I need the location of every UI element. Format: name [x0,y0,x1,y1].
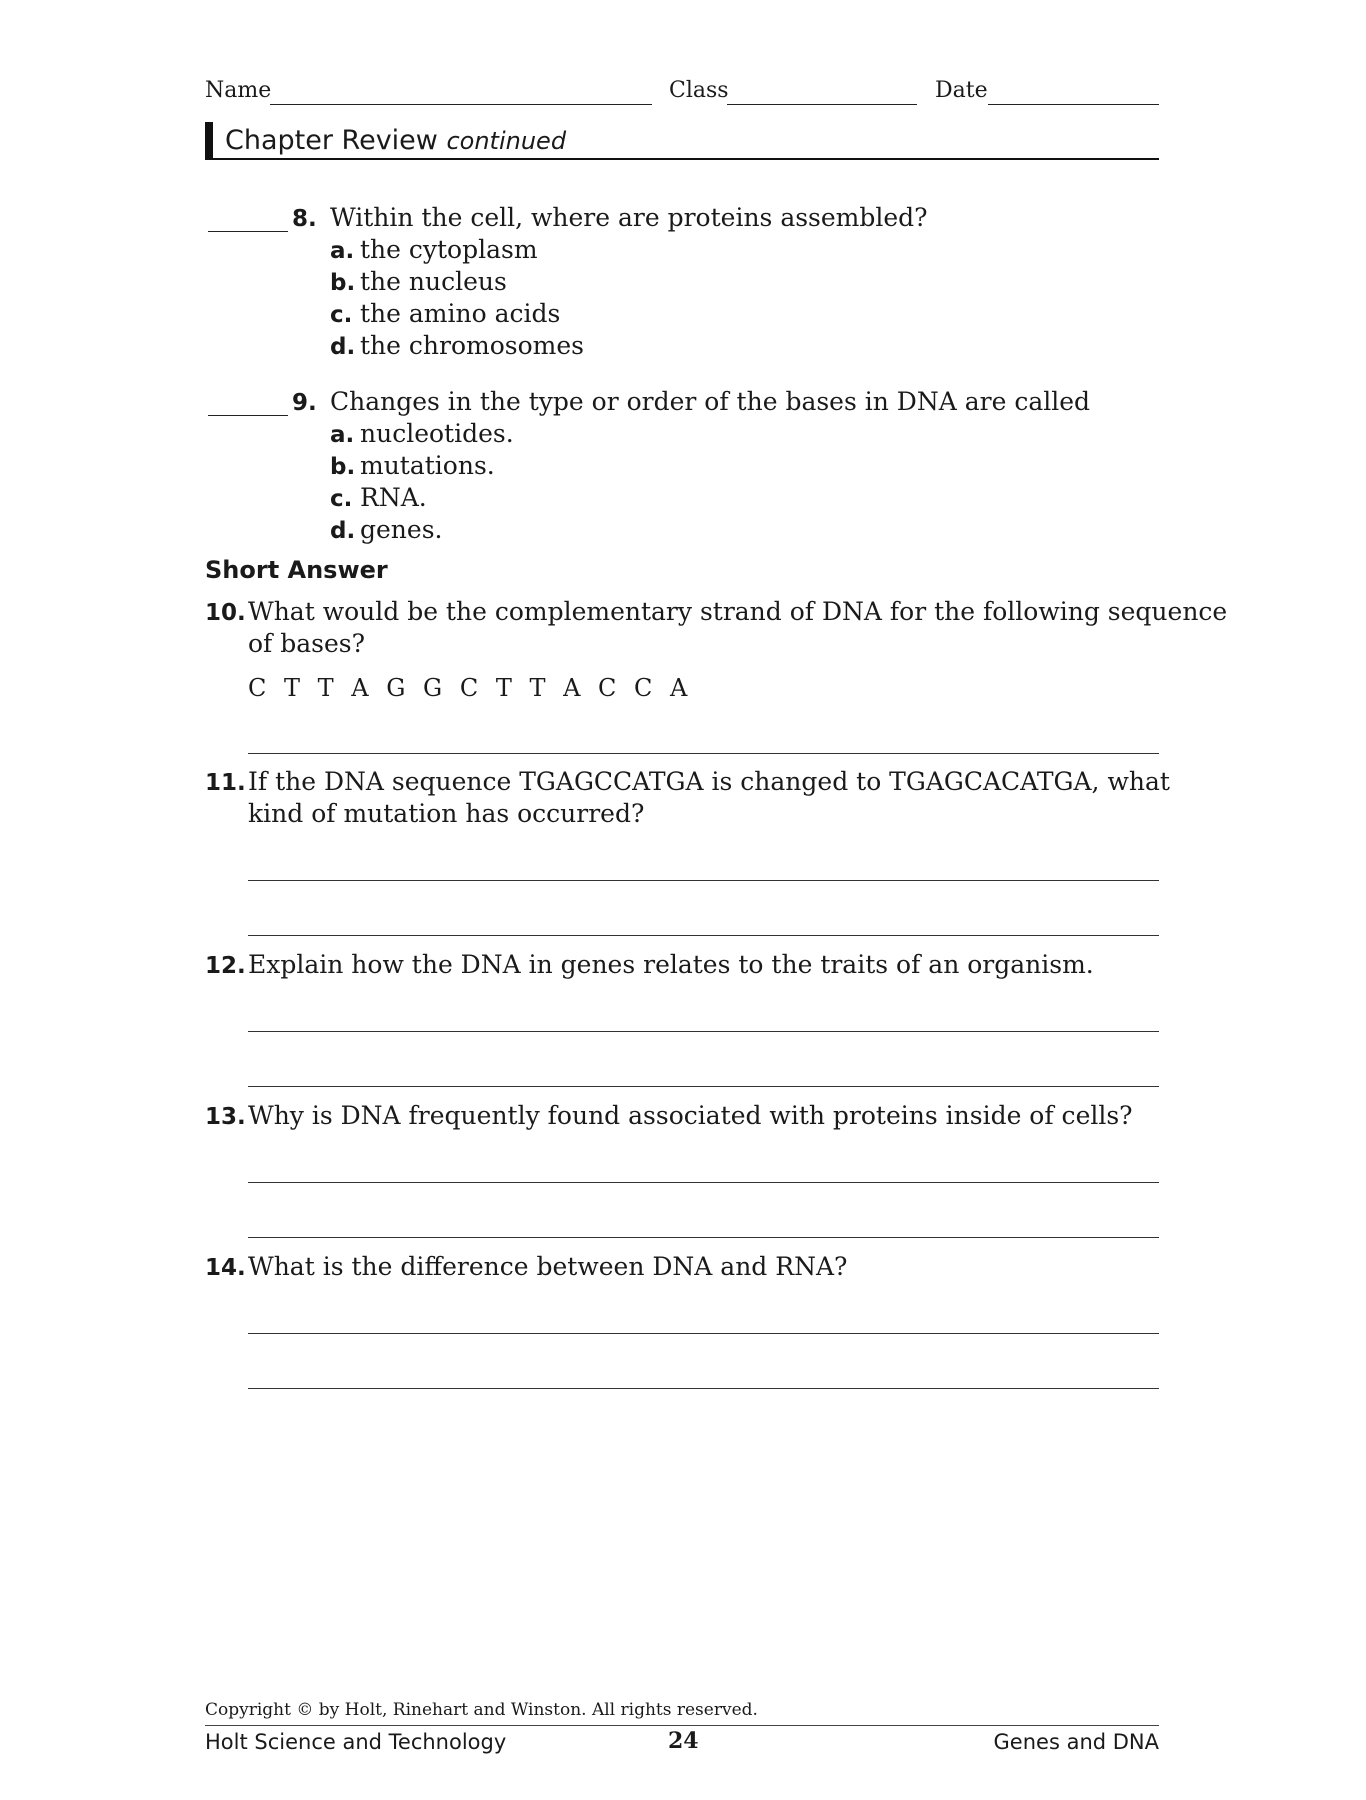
option-letter: d. [330,334,356,360]
question-number-14: 14. [205,1255,246,1281]
option-letter: a. [330,238,355,264]
answer-line-12a[interactable] [248,1031,1159,1032]
option-text: the amino acids [360,299,561,328]
option-text: mutations. [360,451,495,480]
date-label: Date [935,78,988,103]
footer-publisher: Holt Science and Technology [205,1730,507,1754]
question-text-10-line2: of bases? [248,629,366,658]
question-text-9: Changes in the type or order of the bases in DNA are called [330,387,1091,416]
option-8d [330,330,584,363]
copyright-notice: Copyright © by Holt, Rinehart and Winston. All rights reserved. [205,1700,758,1720]
answer-line-11b[interactable] [248,935,1159,936]
question-number-9: 9. [292,390,317,416]
question-number-12: 12. [205,953,246,979]
answer-line-14b[interactable] [248,1388,1159,1389]
question-text-11-line2: kind of mutation has occurred? [248,799,645,828]
answer-line-10[interactable] [248,753,1159,754]
option-9b [330,450,495,483]
question-number-11: 11. [205,770,246,796]
chapter-banner [205,122,1159,160]
option-text: nucleotides. [360,419,514,448]
class-field[interactable] [727,104,917,105]
banner-bar [205,122,213,160]
answer-line-11a[interactable] [248,880,1159,881]
option-text: the cytoplasm [360,235,538,264]
name-label: Name [205,78,272,103]
answer-blank-9[interactable] [208,415,288,416]
banner-title [225,125,566,156]
option-8a [330,234,538,267]
answer-line-13b[interactable] [248,1237,1159,1238]
page-number: 24 [668,1728,699,1754]
class-label: Class [669,78,729,103]
date-field[interactable] [988,104,1159,105]
question-text-14: What is the difference between DNA and RNA? [248,1252,848,1281]
question-text-11-line1: If the DNA sequence TGAGCCATGA is changed to TGAGCACATGA, what [248,767,1170,796]
question-text-8: Within the cell, where are proteins assembled? [330,203,928,232]
option-text: the chromosomes [360,331,584,360]
short-answer-title: Short Answer [205,556,388,584]
option-letter: c. [330,302,353,328]
footer-chapter: Genes and DNA [993,1730,1159,1754]
option-text: the nucleus [360,267,507,296]
option-text: genes. [360,515,443,544]
answer-blank-8[interactable] [208,231,288,232]
option-letter: c. [330,486,353,512]
option-letter: b. [330,270,356,296]
option-8c [330,298,560,331]
option-8b [330,266,507,299]
question-text-13: Why is DNA frequently found associated with proteins inside of cells? [248,1101,1133,1130]
option-9a [330,418,514,451]
option-letter: b. [330,454,356,480]
footer-rule [205,1725,1159,1726]
option-9c [330,482,427,515]
answer-line-14a[interactable] [248,1333,1159,1334]
option-text: RNA. [360,483,427,512]
question-number-13: 13. [205,1104,246,1130]
question-text-10-line1: What would be the complementary strand of DNA for the following sequence [248,597,1228,626]
question-number-10: 10. [205,600,246,626]
question-number-8: 8. [292,206,317,232]
option-letter: d. [330,518,356,544]
banner-title-text: Chapter Review [225,125,438,156]
name-field[interactable] [270,104,652,105]
question-text-12: Explain how the DNA in genes relates to the traits of an organism. [248,950,1094,979]
option-letter: a. [330,422,355,448]
answer-line-12b[interactable] [248,1086,1159,1087]
answer-line-13a[interactable] [248,1182,1159,1183]
banner-subtitle: continued [446,127,567,155]
dna-sequence: C T T A G G C T T A C C A [248,674,688,702]
option-9d [330,514,442,547]
